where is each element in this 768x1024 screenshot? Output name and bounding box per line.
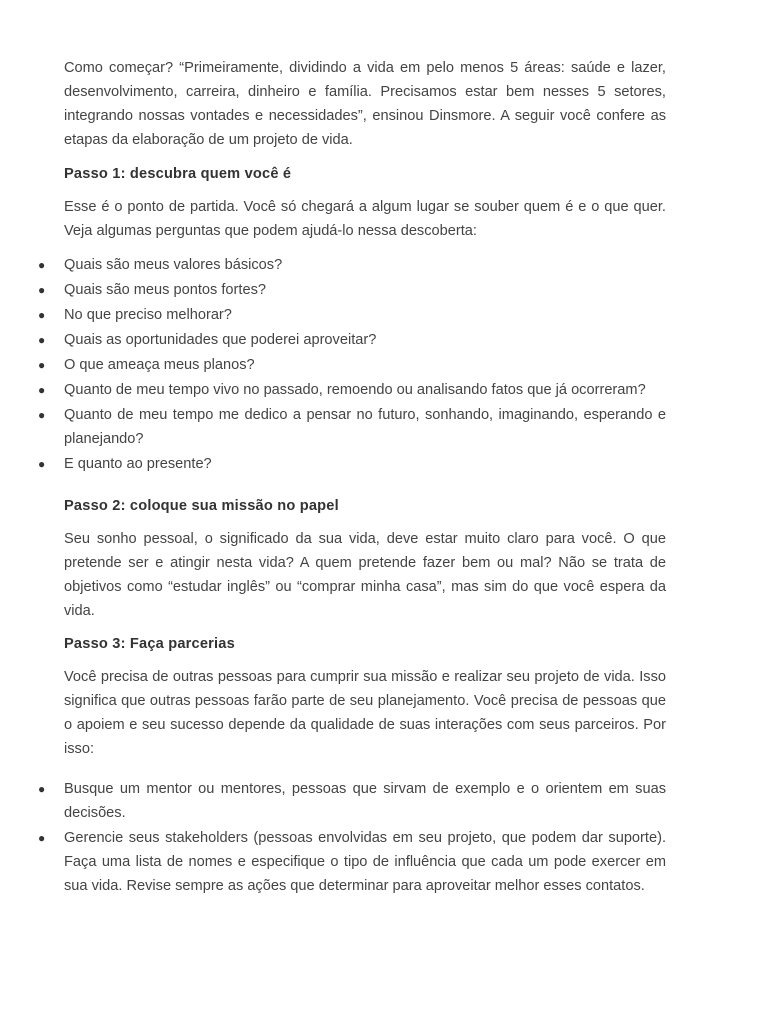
list-item: ● E quanto ao presente? [64,452,666,476]
bullet-icon: ● [38,408,46,422]
step1-question-list [38,253,666,476]
list-item: ● Quanto de meu tempo me dedico a pensar no futuro, sonhando, imaginando, esperando e planejando? [64,403,666,451]
step2-heading: Passo 2: coloque sua missão no papel [64,498,339,514]
list-item: ● Quais são meus pontos fortes? [64,278,666,302]
list-item: ● Gerencie seus stakeholders (pessoas envolvidas em seu projeto, que podem dar suporte). Faça uma lista de nomes e especifique o tipo de influência que cada um pode exercer em sua vida. Revise sempre as ações que determinar para aproveitar melhor esses contatos. [64,826,666,898]
bullet-icon: ● [38,782,46,796]
step1-paragraph: Esse é o ponto de partida. Você só chegará a algum lugar se souber quem é e o que quer. Veja algumas perguntas que podem ajudá-lo nessa descoberta: [64,199,666,239]
bullet-icon: ● [38,283,46,297]
list-item: ● Quais as oportunidades que poderei aproveitar? [64,328,666,352]
intro-paragraph: Como começar? “Primeiramente, dividindo a vida em pelo menos 5 áreas: saúde e lazer, desenvolvimento, carreira, dinheiro e família. Precisamos estar bem nesses 5 setores, integrando nossas vontades e necessidades”, ensinou Dinsmore. A seguir você confere as etapas da elaboração de um projeto de vida. [64,60,666,148]
step2-paragraph: Seu sonho pessoal, o significado da sua vida, deve estar muito claro para você. O que pretende ser e atingir nesta vida? A quem pretende fazer bem ou mal? Não se trata de objetivos como “estudar inglês” ou “comprar minha casa”, mas sim do que você espera da vida. [64,531,666,619]
bullet-icon: ● [38,358,46,372]
bullet-icon: ● [38,383,46,397]
bullet-icon: ● [38,333,46,347]
list-item: ● No que preciso melhorar? [64,303,666,327]
step3-heading: Passo 3: Faça parcerias [64,636,235,652]
list-item: ● Quanto de meu tempo vivo no passado, remoendo ou analisando fatos que já ocorreram? [64,378,666,402]
bullet-icon: ● [38,258,46,272]
list-item: ● O que ameaça meus planos? [64,353,666,377]
step3-paragraph: Você precisa de outras pessoas para cumprir sua missão e realizar seu projeto de vida. Isso significa que outras pessoas farão parte de seu planejamento. Você precisa de pessoas que o apoiem e seu sucesso depende da qualidade de suas interações com seus parceiros. Por isso: [64,669,666,757]
bullet-icon: ● [38,457,46,471]
bullet-icon: ● [38,308,46,322]
step3-action-list [38,777,666,898]
bullet-icon: ● [38,831,46,845]
list-item: ● Busque um mentor ou mentores, pessoas que sirvam de exemplo e o orientem em suas decisões. [64,777,666,825]
list-item: ● Quais são meus valores básicos? [64,253,666,277]
step1-heading: Passo 1: descubra quem você é [64,166,292,182]
document-body [38,56,666,899]
